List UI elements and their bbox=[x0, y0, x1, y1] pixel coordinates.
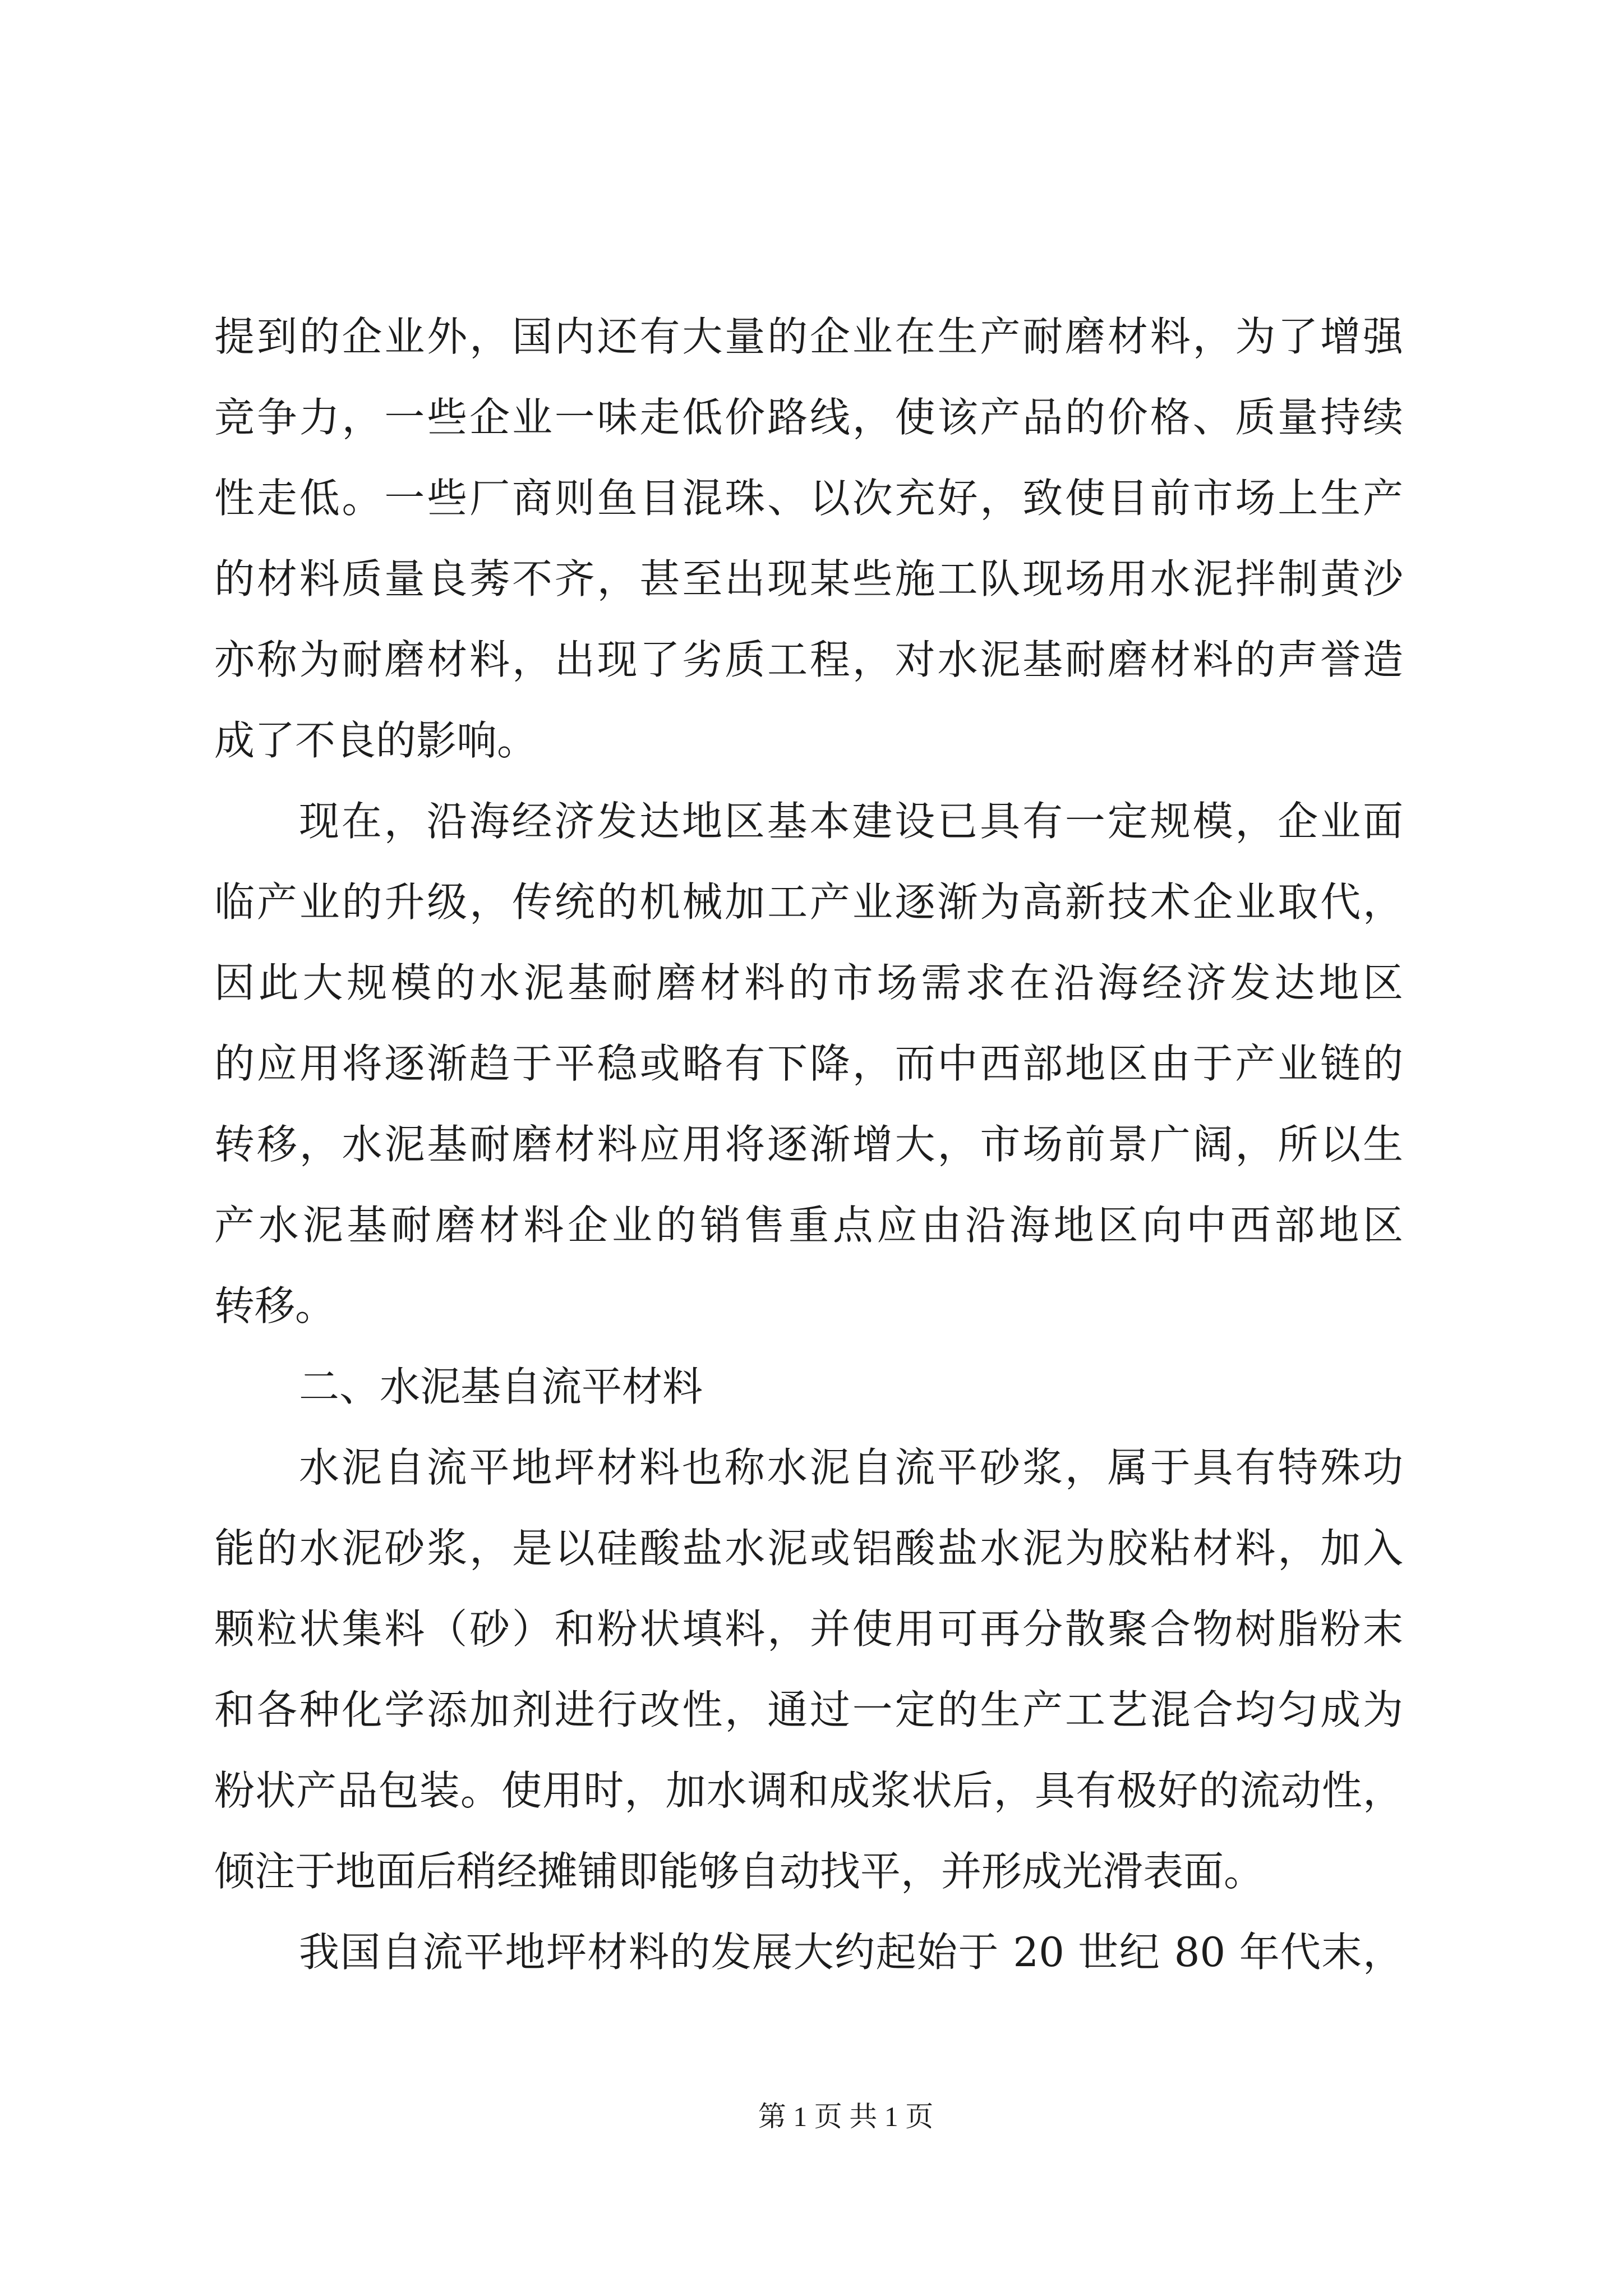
text-line: 现在，沿海经济发达地区基本建设已具有一定规模，企业面 bbox=[299, 798, 1403, 845]
paragraph bbox=[214, 1912, 1403, 1993]
paragraph-continued bbox=[214, 296, 1403, 781]
heading-line: 二、水泥基自流平材料 bbox=[299, 1363, 703, 1410]
text-line: 粉状产品包装。使用时，加水调和成浆状后，具有极好的流动性， bbox=[214, 1767, 1403, 1814]
text-line: 性走低。一些厂商则鱼目混珠、以次充好，致使目前市场上生产 bbox=[214, 475, 1403, 522]
text-line: 成了不良的影响。 bbox=[214, 717, 538, 764]
text-line: 因此大规模的水泥基耐磨材料的市场需求在沿海经济发达地区 bbox=[214, 959, 1403, 1006]
text-line: 倾注于地面后稍经摊铺即能够自动找平，并形成光滑表面。 bbox=[214, 1848, 1265, 1895]
text-line: 和各种化学添加剂进行改性，通过一定的生产工艺混合均匀成为 bbox=[214, 1686, 1403, 1733]
text-line: 临产业的升级，传统的机械加工产业逐渐为高新技术企业取代， bbox=[214, 878, 1403, 926]
text-line: 转移，水泥基耐磨材料应用将逐渐增大，市场前景广阔，所以生 bbox=[214, 1121, 1403, 1168]
paragraph bbox=[214, 781, 1403, 1346]
text-line: 水泥自流平地坪材料也称水泥自流平砂浆，属于具有特殊功 bbox=[299, 1444, 1403, 1491]
text-line: 的应用将逐渐趋于平稳或略有下降，而中西部地区由于产业链的 bbox=[214, 1040, 1403, 1087]
text-line: 能的水泥砂浆，是以硅酸盐水泥或铝酸盐水泥为胶粘材料，加入 bbox=[214, 1525, 1403, 1572]
section-heading bbox=[214, 1346, 1403, 1427]
text-line: 亦称为耐磨材料，出现了劣质工程，对水泥基耐磨材料的声誉造 bbox=[214, 636, 1403, 683]
page-footer: 第 1 页 共 1 页 bbox=[758, 2101, 934, 2132]
text-line: 转移。 bbox=[214, 1282, 336, 1329]
text-line: 我国自流平地坪材料的发展大约起始于 20 世纪 80 年代末， bbox=[299, 1929, 1403, 1976]
text-line: 颗粒状集料（砂）和粉状填料，并使用可再分散聚合物树脂粉末 bbox=[214, 1605, 1403, 1653]
paragraph bbox=[214, 1427, 1403, 1912]
text-line: 竞争力，一些企业一味走低价路线，使该产品的价格、质量持续 bbox=[214, 394, 1403, 441]
text-line: 的材料质量良莠不齐，甚至出现某些施工队现场用水泥拌制黄沙 bbox=[214, 555, 1403, 602]
document-body bbox=[214, 296, 1403, 1993]
text-line: 提到的企业外，国内还有大量的企业在生产耐磨材料，为了增强 bbox=[214, 313, 1403, 360]
text-line: 产水泥基耐磨材料企业的销售重点应由沿海地区向中西部地区 bbox=[214, 1202, 1403, 1249]
